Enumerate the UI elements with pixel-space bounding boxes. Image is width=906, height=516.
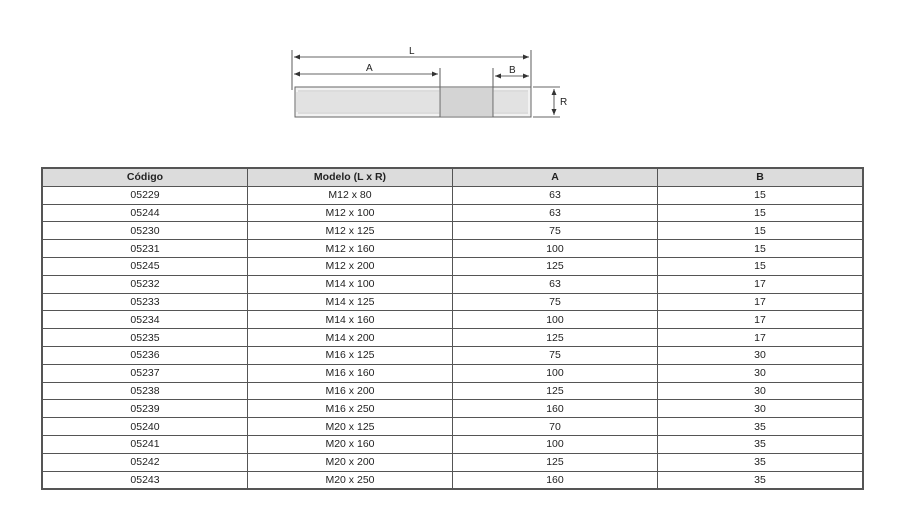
- table-row: [42, 311, 863, 329]
- cell-modelo: M16 x 125: [247, 346, 452, 364]
- cell-b: 17: [657, 275, 863, 293]
- table-row: [42, 257, 863, 275]
- cell-codigo: 05245: [42, 257, 247, 275]
- cell-codigo: 05230: [42, 222, 247, 240]
- cell-a: 75: [452, 293, 657, 311]
- cell-modelo: M16 x 200: [247, 382, 452, 400]
- table-row: [42, 400, 863, 418]
- cell-codigo: 05243: [42, 471, 247, 489]
- cell-a: 100: [452, 364, 657, 382]
- cell-modelo: M14 x 125: [247, 293, 452, 311]
- cell-codigo: 05244: [42, 204, 247, 222]
- cell-a: 75: [452, 346, 657, 364]
- cell-modelo: M20 x 160: [247, 435, 452, 453]
- cell-a: 160: [452, 400, 657, 418]
- cell-a: 125: [452, 329, 657, 347]
- cell-a: 100: [452, 435, 657, 453]
- cell-b: 30: [657, 346, 863, 364]
- cell-b: 35: [657, 471, 863, 489]
- cell-codigo: 05241: [42, 435, 247, 453]
- cell-codigo: 05233: [42, 293, 247, 311]
- table-row: [42, 418, 863, 436]
- cell-modelo: M20 x 250: [247, 471, 452, 489]
- cell-b: 30: [657, 382, 863, 400]
- cell-codigo: 05231: [42, 240, 247, 258]
- cell-modelo: M12 x 200: [247, 257, 452, 275]
- cell-codigo: 05242: [42, 453, 247, 471]
- cell-b: 35: [657, 418, 863, 436]
- threaded-rod-shape: [295, 87, 531, 117]
- cell-b: 15: [657, 204, 863, 222]
- cell-codigo: 05232: [42, 275, 247, 293]
- table-row: [42, 382, 863, 400]
- cell-codigo: 05234: [42, 311, 247, 329]
- cell-modelo: M12 x 160: [247, 240, 452, 258]
- cell-codigo: 05236: [42, 346, 247, 364]
- cell-a: 75: [452, 222, 657, 240]
- cell-modelo: M14 x 160: [247, 311, 452, 329]
- cell-modelo: M12 x 125: [247, 222, 452, 240]
- cell-codigo: 05239: [42, 400, 247, 418]
- cell-b: 17: [657, 311, 863, 329]
- cell-a: 63: [452, 275, 657, 293]
- table-row: [42, 364, 863, 382]
- label-R: R: [560, 97, 568, 108]
- table-row: [42, 204, 863, 222]
- cell-b: 30: [657, 400, 863, 418]
- cell-modelo: M12 x 100: [247, 204, 452, 222]
- cell-b: 17: [657, 293, 863, 311]
- cell-codigo: 05238: [42, 382, 247, 400]
- cell-b: 15: [657, 240, 863, 258]
- cell-modelo: M16 x 160: [247, 364, 452, 382]
- table-row: [42, 186, 863, 204]
- cell-a: 100: [452, 311, 657, 329]
- cell-modelo: M20 x 200: [247, 453, 452, 471]
- table-row: [42, 222, 863, 240]
- cell-codigo: 05229: [42, 186, 247, 204]
- cell-a: 70: [452, 418, 657, 436]
- stud-bolt-diagram: [0, 0, 906, 140]
- table-row: [42, 329, 863, 347]
- cell-modelo: M20 x 125: [247, 418, 452, 436]
- cell-b: 15: [657, 222, 863, 240]
- table-row: [42, 346, 863, 364]
- table-row: [42, 293, 863, 311]
- cell-codigo: 05240: [42, 418, 247, 436]
- cell-a: 125: [452, 382, 657, 400]
- cell-a: 63: [452, 204, 657, 222]
- spec-table: [41, 167, 864, 490]
- cell-b: 17: [657, 329, 863, 347]
- cell-modelo: M12 x 80: [247, 186, 452, 204]
- cell-codigo: 05237: [42, 364, 247, 382]
- header-b: B: [657, 168, 863, 186]
- header-codigo: Código: [42, 168, 247, 186]
- table-row: [42, 275, 863, 293]
- header-a: A: [452, 168, 657, 186]
- cell-codigo: 05235: [42, 329, 247, 347]
- cell-a: 160: [452, 471, 657, 489]
- label-A: A: [366, 63, 373, 74]
- cell-a: 125: [452, 453, 657, 471]
- table-row: [42, 435, 863, 453]
- cell-modelo: M14 x 100: [247, 275, 452, 293]
- table-row: [42, 471, 863, 489]
- header-modelo: Modelo (L x R): [247, 168, 452, 186]
- label-B: B: [509, 65, 516, 76]
- cell-b: 15: [657, 257, 863, 275]
- cell-a: 125: [452, 257, 657, 275]
- cell-b: 35: [657, 453, 863, 471]
- cell-b: 30: [657, 364, 863, 382]
- cell-modelo: M16 x 250: [247, 400, 452, 418]
- label-L: L: [409, 46, 415, 57]
- table-row: [42, 240, 863, 258]
- cell-a: 100: [452, 240, 657, 258]
- table-body: [42, 186, 863, 489]
- cell-b: 35: [657, 435, 863, 453]
- cell-b: 15: [657, 186, 863, 204]
- table-header-row: [42, 168, 863, 186]
- cell-a: 63: [452, 186, 657, 204]
- cell-modelo: M14 x 200: [247, 329, 452, 347]
- table-row: [42, 453, 863, 471]
